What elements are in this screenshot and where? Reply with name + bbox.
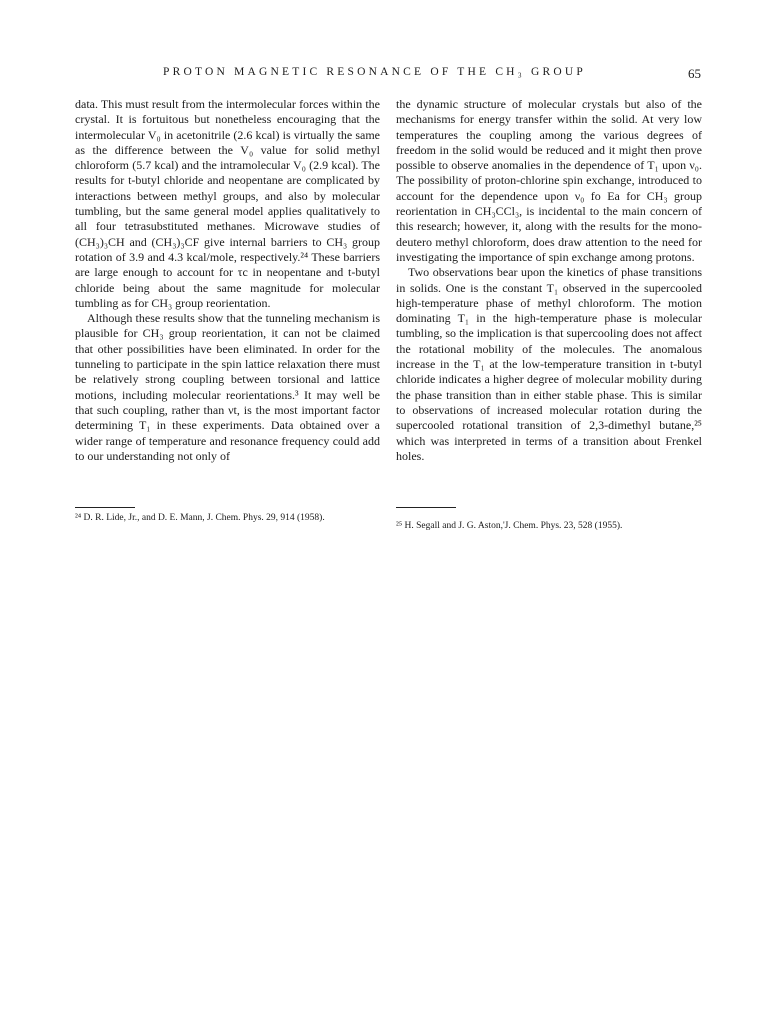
footnote-rule-left <box>75 507 135 508</box>
page-header <box>75 66 701 82</box>
footnote-24: ²⁴ D. R. Lide, Jr., and D. E. Mann, J. Chem. Phys. 29, 914 (1958). <box>75 513 325 523</box>
page-number: 65 <box>688 66 701 81</box>
running-title: PROTON MAGNETIC RESONANCE OF THE CH₃ GROUP <box>163 66 586 78</box>
left-paragraph-1: data. This must result from the intermolecular forces within the crystal. It is fortuitous but nonetheless encouraging that the intermolecular V₀ in acetonitrile (2.6 kcal) is virtually the same as the difference between the V₀ value for solid methyl chloroform (5.7 kcal) and the intramolecular V₀ (2.9 kcal). The results for t-butyl chloride and neopentane are complicated by interactions between methyl groups, and also by molecular tumbling, but the same general model applies qualitatively to all four tetrasubstituted methanes. Microwave studies of (CH₃)₃CH and (CH₃)₃CF give internal barriers to CH₃ group rotation of 3.9 and 4.3 kcal/mole, respectively.²⁴ These barriers are large enough to account for τc in neopentane and t-butyl chloride being about the same magnitude for molecular tumbling as for CH₃ group reorientation. <box>75 97 380 310</box>
right-paragraph-2: Two observations bear upon the kinetics of phase transitions in solids. One is the constant T₁ observed in the supercooled high-temperature phase of methyl chloroform. The motion dominating T₁ in the high-temperature phase is molecular tumbling, so the implication is that supercooling does not affect the rotational mobility of the molecules. The anomalous increase in the T₁ at the low-temperature transition in t-butyl chloride indicates a higher degree of molecular mobility during the phase transition than in either stable phase. This is similar to observations of increased molecular rotation during the supercooled rotational transition of 2,3-dimethyl butane,²⁵ which was interpreted in terms of a transition about Frenkel holes. <box>396 265 702 463</box>
footnote-rule-right <box>396 507 456 508</box>
footnote-25: ²⁵ H. Segall and J. G. Aston,'J. Chem. Phys. 23, 528 (1955). <box>396 521 623 531</box>
right-paragraph-1: the dynamic structure of molecular crystals but also of the mechanisms for energy transfer within the solid. At very low temperatures the coupling among the various degrees of freedom in the solid would be reduced and it might then prove possible to observe anomalies in the dependence of T₁ upon ν₀. The possibility of proton-chlorine spin exchange, introduced to account for the dependence upon ν₀ fo Ea for CH₃ group reorientation in CH₃CCl₃, is incidental to the main concern of this research; however, it, along with the results for the mono-deutero methyl chloroform, does draw attention to the need for investigating the importance of spin exchange among protons. <box>396 97 702 264</box>
left-column <box>75 97 380 464</box>
left-paragraph-2: Although these results show that the tunneling mechanism is plausible for CH₃ group reorientation, it can not be claimed that other possibilities have been eliminated. In order for the tunneling to participate in the spin lattice relaxation there must be relatively strong coupling between torsional and lattice motions, including molecular reorientations.³ It may well be that such coupling, rather than νt, is the most important factor determining T₁ in these experiments. Data obtained over a wider range of temperature and resonance frequency could add to our understanding not only of <box>75 311 380 463</box>
right-column <box>396 97 702 464</box>
